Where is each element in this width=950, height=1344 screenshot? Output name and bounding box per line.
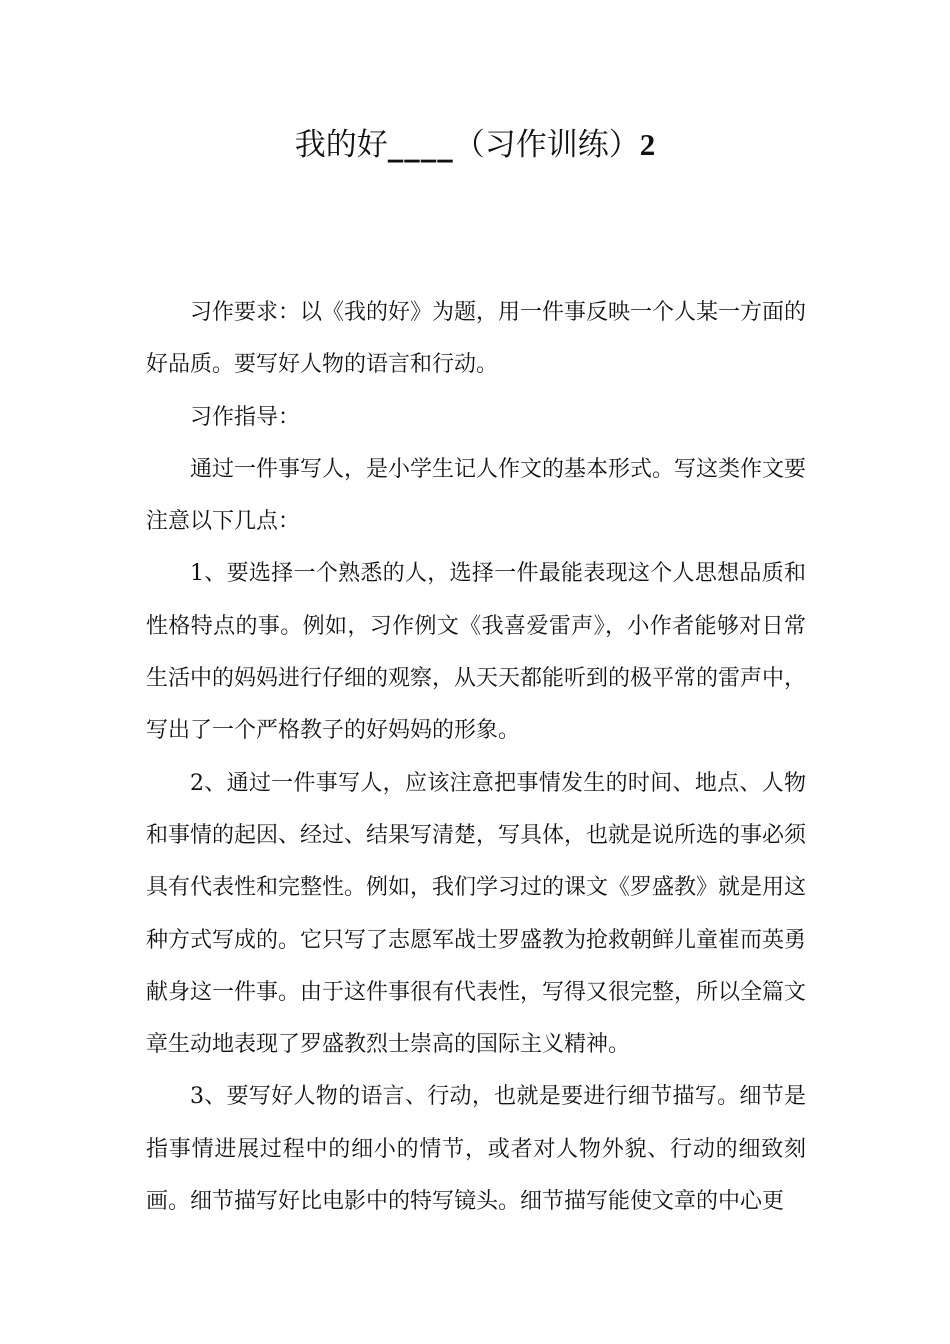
paragraph-point-1: 1、要选择一个熟悉的人，选择一件最能表现这个人思想品质和性格特点的事。例如，习作例文《我喜爱雷声》，小作者能够对日常生活中的妈妈进行仔细的观察，从天天都能听到的极平常的雷声中，写出了一个严格教子的好妈妈的形象。 [146, 561, 807, 744]
paragraph-point-2: 2、通过一件事写人，应该注意把事情发生的时间、地点、人物和事情的起因、经过、结果写清楚，写具体，也就是说所选的事必须具有代表性和完整性。例如，我们学习过的课文《罗盛教》就是用这种方式写成的。它只写了志愿军战士罗盛教为抢救朝鲜儿童崔而英勇献身这一件事。由于这件事很有代表性，写得又很完整，所以全篇文章生动地表现了罗盛教烈士崇高的国际主义精神。 [146, 770, 807, 1058]
paragraph-intro: 通过一件事写人，是小学生记人作文的基本形式。写这类作文要注意以下几点： [146, 456, 807, 535]
document-body [146, 287, 806, 1228]
title-prefix: 我的好 [294, 127, 388, 163]
title-suffix: （习作训练） [453, 127, 640, 163]
title-blank: ____ [387, 127, 454, 163]
document-title [0, 120, 950, 170]
paragraph-guidance-heading: 习作指导： [190, 404, 301, 430]
title-number: 2 [639, 127, 656, 162]
paragraph-requirement: 习作要求：以《我的好》为题，用一件事反映一个人某一方面的好品质。要写好人物的语言和行动。 [146, 300, 807, 378]
paragraph-point-3: 3、要写好人物的语言、行动，也就是要进行细节描写。细节是指事情进展过程中的细小的情节，或者对人物外貌、行动的细致刻画。细节描写好比电影中的特写镜头。细节描写能使文章的中心更 [146, 1084, 806, 1215]
